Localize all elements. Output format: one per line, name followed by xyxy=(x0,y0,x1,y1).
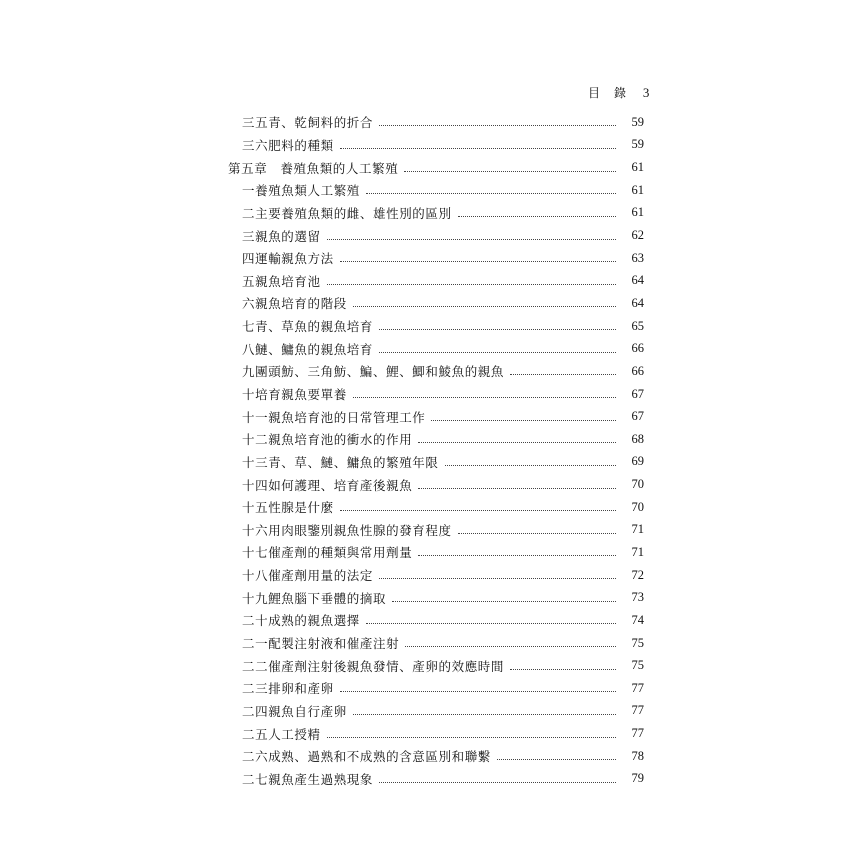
toc-entry-title: 一養殖魚類人工繁殖 xyxy=(242,183,360,199)
dot-leader xyxy=(445,464,616,466)
dot-leader xyxy=(327,736,616,738)
toc-entry-row xyxy=(0,768,850,791)
toc-page-number: 64 xyxy=(631,295,644,310)
toc-page-number: 61 xyxy=(631,160,644,175)
toc-entry-row xyxy=(0,451,850,474)
dot-leader xyxy=(379,577,616,579)
toc-page-number: 66 xyxy=(631,341,644,356)
toc-entry-row xyxy=(0,202,850,225)
toc-entry-row xyxy=(0,609,850,632)
toc-entry-row xyxy=(0,541,850,564)
toc-entry-title: 十二親魚培育池的衝水的作用 xyxy=(242,432,413,448)
toc-entry-title: 十四如何護理、培育產後親魚 xyxy=(242,477,413,493)
dot-leader xyxy=(510,668,616,670)
toc-entry-title: 二三排卵和產卵 xyxy=(242,681,334,697)
toc-entry-row xyxy=(0,247,850,270)
toc-entry-title: 二一配製注射液和催產注射 xyxy=(242,636,400,652)
toc-entry-row xyxy=(0,337,850,360)
toc-page-number: 74 xyxy=(631,612,644,627)
toc-entry-row xyxy=(0,700,850,723)
toc-page-number: 71 xyxy=(631,522,644,537)
toc-entry-title: 十九鯉魚腦下垂體的摘取 xyxy=(242,590,387,606)
toc-entry-row xyxy=(0,179,850,202)
running-header-title: 目 錄 xyxy=(588,86,628,100)
toc-page-number: 75 xyxy=(631,658,644,673)
dot-leader xyxy=(340,690,616,692)
toc-chapter-title: 第五章 養殖魚類的人工繁殖 xyxy=(228,160,399,176)
dot-leader xyxy=(510,373,616,375)
dot-leader xyxy=(366,192,616,194)
toc-entry-title: 二四親魚自行產卵 xyxy=(242,703,347,719)
toc-page-number: 64 xyxy=(631,273,644,288)
toc-entry-title: 二十成熟的親魚選擇 xyxy=(242,613,360,629)
toc-entry-row xyxy=(0,111,850,134)
toc-page-number: 59 xyxy=(631,137,644,152)
dot-leader xyxy=(418,554,616,556)
dot-leader xyxy=(327,283,616,285)
toc-entry-title: 二七親魚產生過熟現象 xyxy=(242,771,374,787)
toc-page-number: 68 xyxy=(631,431,644,446)
toc-entry-row xyxy=(0,405,850,428)
table-of-contents xyxy=(0,111,850,790)
toc-entry-title: 二主要養殖魚類的雌、雄性別的區別 xyxy=(242,205,452,221)
dot-leader xyxy=(379,328,616,330)
dot-leader xyxy=(340,509,616,511)
toc-page-number: 61 xyxy=(631,205,644,220)
toc-entry-row xyxy=(0,519,850,542)
toc-page-number: 71 xyxy=(631,544,644,559)
toc-page-number: 69 xyxy=(631,454,644,469)
toc-entry-title: 十培育親魚要單養 xyxy=(242,387,347,402)
toc-page-number: 61 xyxy=(631,182,644,197)
dot-leader xyxy=(353,396,616,398)
toc-page-number: 77 xyxy=(631,726,644,741)
toc-page-number: 73 xyxy=(631,590,644,605)
toc-page-number: 72 xyxy=(631,567,644,582)
toc-entry-title: 四運輸親魚方法 xyxy=(242,251,334,267)
toc-entry-title: 三五青、乾飼料的折合 xyxy=(242,115,374,131)
toc-entry-title: 十五性腺是什麼 xyxy=(242,500,334,516)
toc-entry-title: 三六肥料的種類 xyxy=(242,137,334,153)
toc-entry-title: 八鰱、鱅魚的親魚培育 xyxy=(242,341,374,357)
toc-entry-row xyxy=(0,134,850,157)
toc-entry-title: 十七催產劑的種類與常用劑量 xyxy=(242,545,413,561)
toc-page-number: 70 xyxy=(631,499,644,514)
dot-leader xyxy=(353,305,616,307)
toc-page-number: 78 xyxy=(631,748,644,763)
dot-leader xyxy=(404,170,616,172)
dot-leader xyxy=(379,124,616,126)
toc-entry-title: 九團頭魴、三角魴、鯿、鯉、鯽和鯪魚的親魚 xyxy=(242,364,505,380)
dot-leader xyxy=(340,147,616,149)
toc-entry-title: 二六成熟、過熟和不成熟的含意區別和聯繫 xyxy=(242,749,491,765)
toc-chapter-row xyxy=(0,156,850,179)
toc-entry-row xyxy=(0,315,850,338)
toc-entry-row xyxy=(0,269,850,292)
toc-page-number: 77 xyxy=(631,703,644,718)
toc-page-number: 77 xyxy=(631,680,644,695)
dot-leader xyxy=(458,215,616,217)
toc-page-number: 62 xyxy=(631,228,644,243)
dot-leader xyxy=(458,532,616,534)
dot-leader xyxy=(418,441,616,443)
toc-page-number: 65 xyxy=(631,318,644,333)
toc-entry-row xyxy=(0,564,850,587)
toc-entry-row xyxy=(0,632,850,655)
toc-page-number: 59 xyxy=(631,114,644,129)
toc-entry-row xyxy=(0,722,850,745)
dot-leader xyxy=(392,600,616,602)
toc-page-number: 75 xyxy=(631,635,644,650)
toc-entry-row xyxy=(0,496,850,519)
dot-leader xyxy=(418,487,616,489)
toc-entry-row xyxy=(0,586,850,609)
toc-page-number: 67 xyxy=(631,386,644,401)
toc-entry-title: 三親魚的選留 xyxy=(242,228,321,244)
dot-leader xyxy=(327,238,616,240)
dot-leader xyxy=(431,419,616,421)
toc-page-number: 79 xyxy=(631,771,644,786)
toc-entry-row xyxy=(0,654,850,677)
toc-entry-title: 七青、草魚的親魚培育 xyxy=(242,319,374,335)
toc-page-number: 67 xyxy=(631,409,644,424)
running-header xyxy=(588,84,668,106)
dot-leader xyxy=(379,351,616,353)
toc-entry-title: 二五人工授精 xyxy=(242,726,321,742)
page-number: 3 xyxy=(642,85,651,100)
toc-page-number: 70 xyxy=(631,477,644,492)
toc-entry-title: 五親魚培育池 xyxy=(242,273,321,289)
toc-entry-title: 十三青、草、鰱、鱅魚的繁殖年限 xyxy=(242,454,439,470)
toc-entry-row xyxy=(0,745,850,768)
dot-leader xyxy=(405,645,616,647)
toc-entry-row xyxy=(0,677,850,700)
dot-leader xyxy=(497,758,616,760)
toc-entry-row xyxy=(0,428,850,451)
toc-page-number: 63 xyxy=(631,250,644,265)
dot-leader xyxy=(379,781,616,783)
toc-entry-row xyxy=(0,292,850,315)
toc-page-number: 66 xyxy=(631,363,644,378)
toc-entry-row xyxy=(0,224,850,247)
dot-leader xyxy=(353,713,616,715)
toc-entry-title: 六親魚培育的階段 xyxy=(242,296,347,312)
toc-entry-title: 十六用肉眼鑒別親魚性腺的發育程度 xyxy=(242,522,452,538)
toc-entry-row xyxy=(0,473,850,496)
toc-entry-title: 十八催產劑用量的法定 xyxy=(242,568,374,584)
toc-entry-title: 十一親魚培育池的日常管理工作 xyxy=(242,409,426,425)
toc-entry-title: 二二催產劑注射後親魚發情、產卵的效應時間 xyxy=(242,658,505,674)
toc-entry-row xyxy=(0,360,850,383)
toc-entry-row xyxy=(0,383,850,406)
dot-leader xyxy=(340,260,616,262)
dot-leader xyxy=(366,622,616,624)
